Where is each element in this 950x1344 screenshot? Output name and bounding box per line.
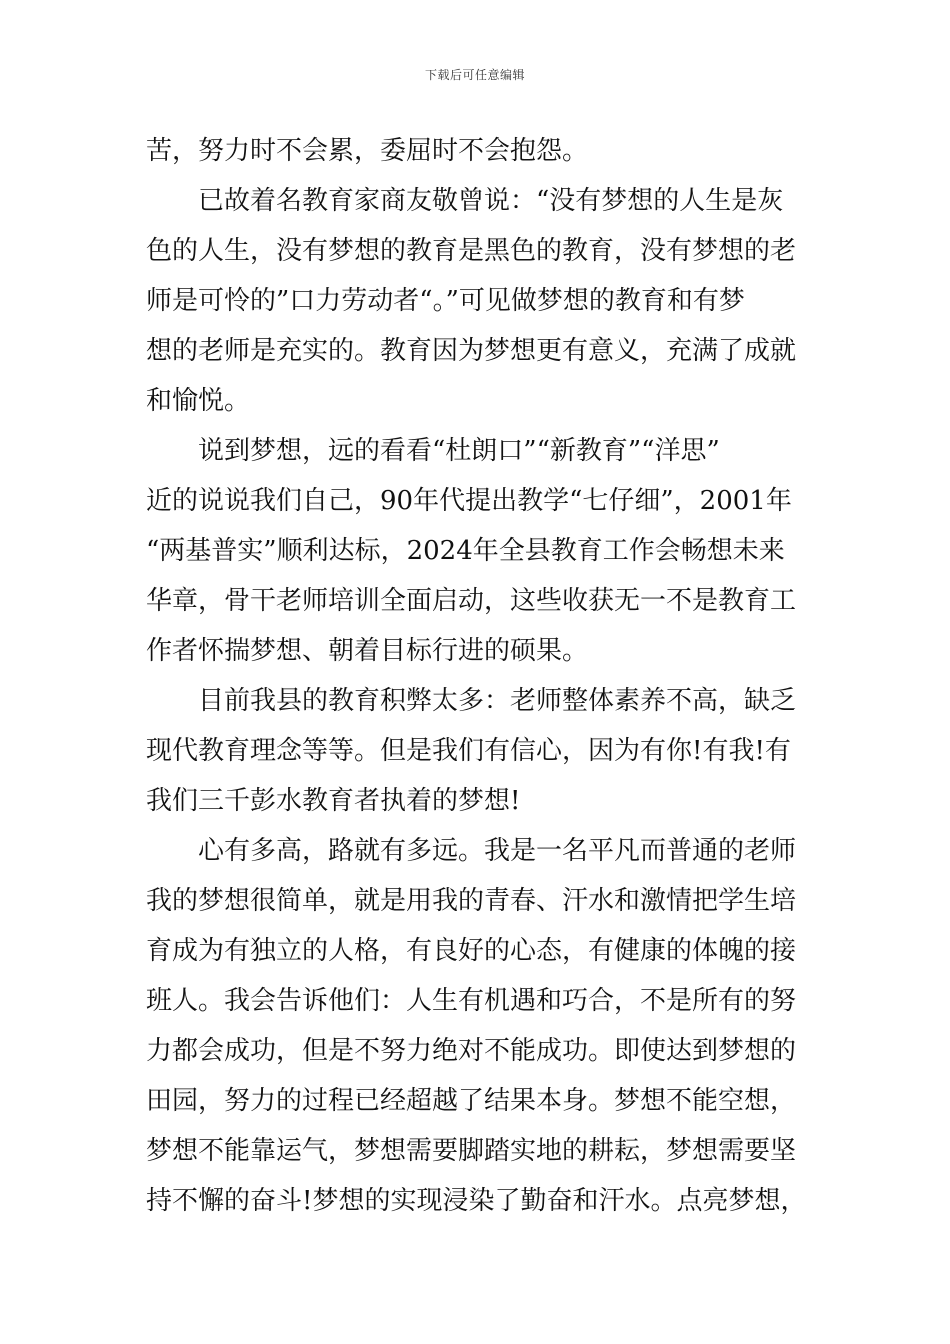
text-line: 想的老师是充实的。教育因为梦想更有意义，充满了成就 <box>146 336 797 366</box>
text-line: 作者怀揣梦想、朝着目标行进的硕果。 <box>146 636 589 666</box>
text-line: “两基普实”顺利达标，2024年全县教育工作会畅想未来 <box>146 536 785 566</box>
text-line: 师是可怜的”口力劳动者“。”可见做梦想的教育和有梦 <box>146 286 745 316</box>
text-line: 持不懈的奋斗!梦想的实现浸染了勤奋和汗水。点亮梦想， <box>146 1186 807 1216</box>
text-line: 我们三千彭水教育者执着的梦想! <box>146 786 521 816</box>
text-line: 近的说说我们自己，90年代提出教学“七仔细”，2001年 <box>146 486 792 516</box>
paragraph-start-line: 心有多高，路就有多远。我是一名平凡而普通的老师 <box>198 836 797 866</box>
page-header: 下载后可任意编辑 <box>424 68 525 82</box>
text-line: 和愉悦。 <box>146 386 251 416</box>
text-line: 色的人生，没有梦想的教育是黑色的教育，没有梦想的老 <box>146 236 797 266</box>
paragraph-start-line: 目前我县的教育积弊太多：老师整体素养不高，缺乏 <box>198 686 797 716</box>
text-line: 田园，努力的过程已经超越了结果本身。梦想不能空想， <box>146 1086 797 1116</box>
text-line: 苦，努力时不会累，委屈时不会抱怨。 <box>146 136 589 166</box>
text-line: 现代教育理念等等。但是我们有信心，因为有你!有我!有 <box>146 736 791 766</box>
text-line: 我的梦想很简单，就是用我的青春、汗水和激情把学生培 <box>146 886 797 916</box>
text-line: 班人。我会告诉他们：人生有机遇和巧合，不是所有的努 <box>146 986 797 1016</box>
paragraph-start-line: 说到梦想，远的看看“杜朗口”“新教育”“洋思” <box>198 436 720 466</box>
text-line: 梦想不能靠运气，梦想需要脚踏实地的耕耘，梦想需要坚 <box>146 1136 797 1166</box>
text-line: 华章，骨干老师培训全面启动，这些收获无一不是教育工 <box>146 586 797 616</box>
document-body <box>146 126 810 1226</box>
paragraph-start-line: 已故着名教育家商友敬曾说：“没有梦想的人生是灰 <box>198 186 784 216</box>
text-line: 育成为有独立的人格，有良好的心态，有健康的体魄的接 <box>146 936 797 966</box>
text-line: 力都会成功，但是不努力绝对不能成功。即使达到梦想的 <box>146 1036 797 1066</box>
